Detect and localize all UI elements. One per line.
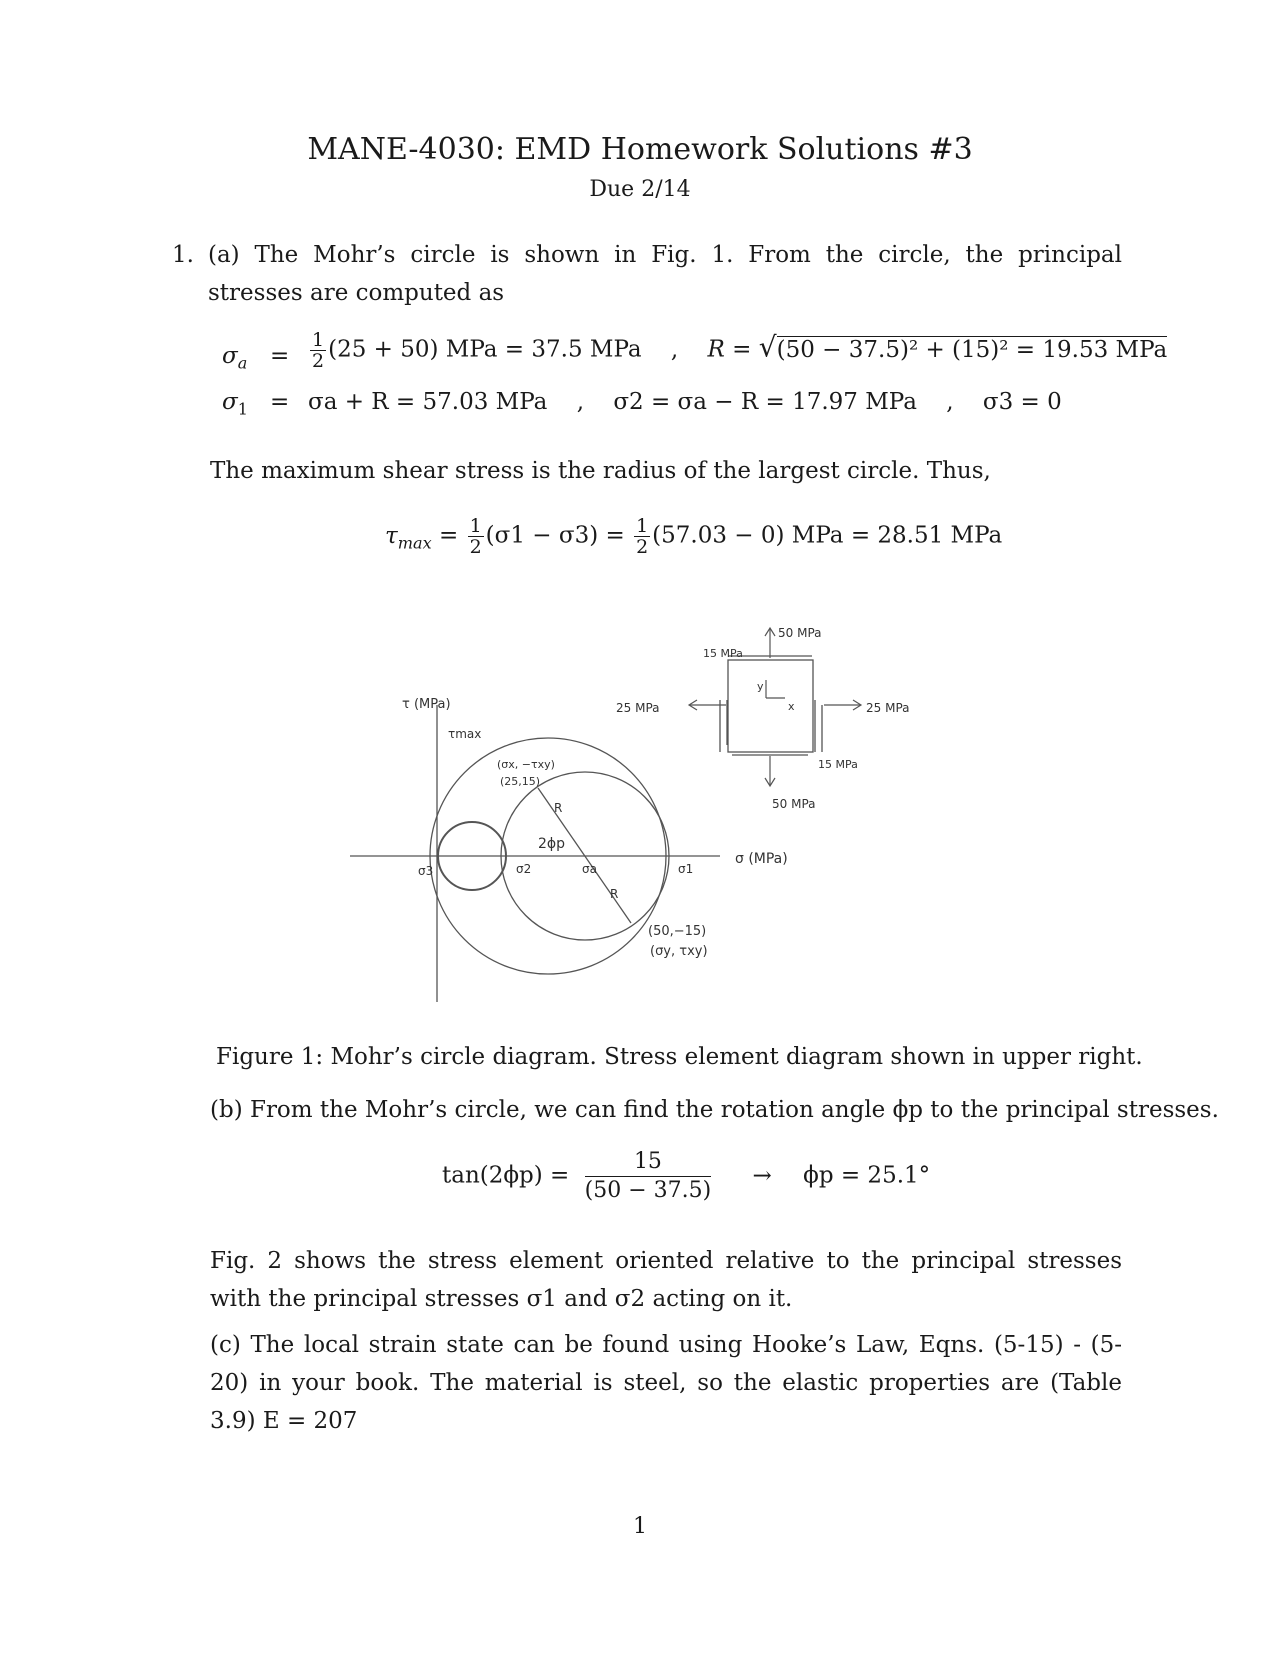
radius-label-bottom: R <box>610 887 619 901</box>
part-c-text: (c) The local strain state can be found using Hooke’s Law, Eqns. (5-15) - (5-20) in your book. The material is steel, so the elastic properties are (Table 3.9) E = 207 <box>210 1332 1122 1434</box>
radius-label-top: R <box>554 801 563 815</box>
sigma-axis-label: σ (MPa) <box>735 851 788 867</box>
sigma3-label: σ3 <box>418 864 434 878</box>
eq-phi-result: ϕp = 25.1° <box>803 1162 931 1189</box>
stress-left-label: 25 MPa <box>616 701 660 715</box>
two-phi-label: 2ϕp <box>538 836 566 852</box>
y-axis-label: y <box>757 680 764 693</box>
sigmaa-label: σa <box>582 862 597 876</box>
part-a-text: (a) The Mohr’s circle is shown in Fig. 1. From the circle, the principal stresses are computed as <box>208 242 1122 306</box>
point1-label: (σx, −τxy) <box>497 758 555 771</box>
problem-number: 1. <box>172 242 194 268</box>
shear-text: The maximum shear stress is the radius of the largest circle. Thus, <box>210 458 991 484</box>
eq-tan-num: 15 <box>585 1148 712 1177</box>
figure-caption: Figure 1: Mohr’s circle diagram. Stress element diagram shown in upper right. <box>216 1044 1143 1070</box>
point2-label: (σy, τxy) <box>650 944 708 959</box>
point1-value: (25,15) <box>500 775 541 788</box>
page-title: MANE-4030: EMD Homework Solutions #3 <box>307 132 973 167</box>
eq-sigma3: σ3 = 0 <box>982 389 1062 415</box>
eq-sigma-a-lhs: $\sigma_a$ <box>222 343 248 373</box>
stress-bottom-label: 50 MPa <box>772 797 816 811</box>
eq-principal-row: σa + R = 57.03 MPa , σ2 = σa − R = 17.97 MPa , σ3 = 0 <box>308 389 1062 415</box>
eq-equals-2: = <box>270 389 290 415</box>
eq-arrow: → <box>752 1162 772 1189</box>
stress-right-label: 25 MPa <box>866 701 910 715</box>
stress-top-label: 50 MPa <box>778 626 822 640</box>
eq-tau-mid: (σ1 − σ3) = <box>485 522 625 549</box>
eq-sigma-a: $\frac{1}{2}$ (25 + 50) MPa = 37.5 MPa , R = √(50 − 37.5)² + (15)² = 19.53 MPa <box>312 329 1168 372</box>
sigma2-label: σ2 <box>516 862 532 876</box>
eq-sigma-a-rhs: (25 + 50) MPa = 37.5 MPa <box>328 336 642 363</box>
eq-sigma1-rhs: σa + R = 57.03 MPa <box>308 389 548 415</box>
eq-tan <box>442 1148 930 1205</box>
part-a-paragraph <box>172 236 1122 312</box>
mohr-circle-sketch <box>340 615 920 1015</box>
fig2-text: Fig. 2 shows the stress element oriented relative to the principal stresses with the principal stresses σ1 and σ2 acting on it. <box>210 1248 1122 1312</box>
sigma1-label: σ1 <box>678 862 694 876</box>
tau-axis-label: τ (MPa) <box>402 697 451 712</box>
eq-equals-1: = <box>270 343 290 369</box>
part-b-text: (b) From the Mohr’s circle, we can find the rotation angle ϕp to the principal stresses. <box>210 1097 1219 1123</box>
tau-max-label: τmax <box>448 727 482 741</box>
due-date: Due 2/14 <box>589 177 691 202</box>
eq-R-rhs: (50 − 37.5)² + (15)² = 19.53 MPa <box>776 336 1168 363</box>
shear-bottom-label: 15 MPa <box>818 758 858 771</box>
eq-sigma2: σ2 = σa − R = 17.97 MPa <box>613 389 917 415</box>
stress-element <box>728 660 813 752</box>
eq-tau-rhs: (57.03 − 0) MPa = 28.51 MPa <box>652 522 1003 549</box>
eq-tan-den: (50 − 37.5) <box>584 1178 712 1203</box>
x-axis-label: x <box>788 700 795 713</box>
eq-tan-lhs: tan(2ϕp) = <box>442 1162 570 1189</box>
shear-top-label: 15 MPa <box>703 647 743 660</box>
page-number: 1 <box>633 1514 647 1539</box>
eq-sigma-1-lhs: $\sigma_1$ <box>222 389 248 419</box>
eq-tau-max: $\tau_{max}$ = $\frac{1}{2}$ (σ1 − σ3) = $\frac{1}{2}$ (57.03 − 0) MPa = 28.51 MPa <box>385 515 1003 558</box>
point2-value: (50,−15) <box>648 924 707 939</box>
